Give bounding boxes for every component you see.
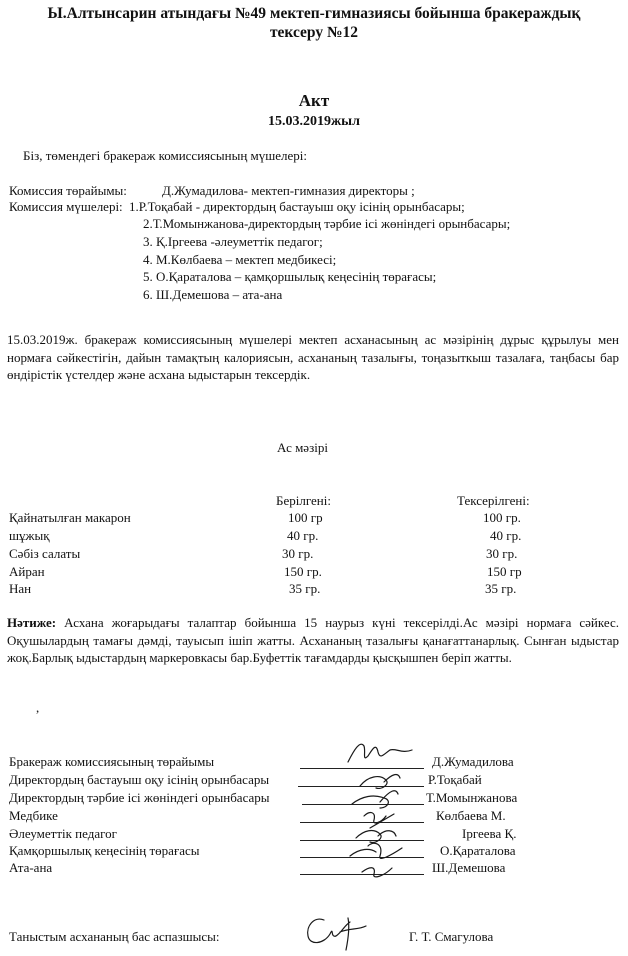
signature-role: Қамқоршылық кеңесінің төрағасы — [9, 843, 200, 858]
signature-role: Директордың тәрбие ісі жөніндегі орынбасары — [9, 790, 270, 805]
signature-name: Көлбаева М. — [436, 808, 506, 823]
menu-item-checked: 100 гр. — [483, 510, 521, 525]
signature-role: Директордың бастауыш оқу ісінің орынбасары — [9, 772, 270, 787]
signature-name: Д.Жумадилова — [432, 754, 514, 769]
chair-label: Комиссия төрайымы: — [9, 183, 127, 198]
conclusion-paragraph — [7, 614, 619, 667]
act-heading: Акт — [298, 91, 330, 110]
member-item: 4. М.Көлбаева – мектеп медбикесі; — [143, 252, 337, 267]
signature-name: Іргеева Қ. — [462, 826, 517, 841]
member-item: 2.Т.Момынжанова-директордың тәрбие ісі жөніндегі орынбасары; — [143, 216, 511, 231]
signature-name: О.Қараталова — [440, 843, 516, 858]
menu-item-given: 150 гр. — [284, 564, 322, 579]
chair-value: Д.Жумадилова- мектеп-гимназия директоры ; — [162, 183, 415, 198]
menu-item-checked: 30 гр. — [486, 546, 518, 561]
menu-col-checked: Тексерілгені: — [457, 493, 530, 508]
menu-item-name: Сәбіз салаты — [9, 546, 81, 561]
signature-role: Бракераж комиссиясының төрайымы — [9, 754, 215, 769]
document-title-line2: тексеру №12 — [269, 24, 359, 41]
signature-role: Ата-ана — [9, 860, 53, 875]
signature-name: Т.Момынжанова — [426, 790, 518, 805]
signature-name: Р.Тоқабай — [428, 772, 482, 787]
handwritten-signatures-icon — [340, 732, 420, 882]
menu-col-given: Берілгені: — [276, 493, 331, 508]
members-label: Комиссия мүшелері: — [9, 199, 123, 214]
menu-item-given: 40 гр. — [287, 528, 319, 543]
menu-item-name: Қайнатылған макарон — [9, 510, 131, 525]
menu-item-checked: 35 гр. — [485, 581, 517, 596]
menu-item-given: 35 гр. — [289, 581, 321, 596]
intro-text: Біз, төмендегі бракераж комиссиясының мүшелері: — [23, 148, 308, 163]
conclusion-label: Нәтиже: — [7, 615, 57, 630]
menu-item-checked: 150 гр — [487, 564, 522, 579]
menu-item-name: Айран — [9, 564, 45, 579]
footer-label: Таныстым асхананың бас аспазшысы: — [9, 929, 220, 944]
act-date: 15.03.2019жыл — [268, 114, 360, 129]
cook-signature-icon — [300, 908, 380, 950]
menu-item-name: шұжық — [9, 528, 50, 543]
member-item: 6. Ш.Демешова – ата-ана — [143, 287, 283, 302]
document-title-line1: Ы.Алтынсарин атындағы №49 мектеп-гимназиясы бойынша бракераждық — [47, 5, 581, 22]
stray-mark: , — [36, 700, 40, 715]
signature-role: Медбике — [9, 808, 58, 823]
signature-name: Ш.Демешова — [432, 860, 506, 875]
footer-name: Г. Т. Смагулова — [409, 929, 494, 944]
member-item: 5. О.Қараталова – қамқоршылық кеңесінің төрағасы; — [143, 269, 437, 284]
menu-heading: Ас мәзірі — [277, 440, 328, 455]
menu-item-name: Нан — [9, 581, 32, 596]
conclusion-text: Асхана жоғарыдағы талаптар бойынша 15 наурыз күні тексерілді.Ас мәзірі нормаға сәйкес. Оқушылардың тамағы дәмді, тауысып ішіп жатты. Асхананың тазалығы қанағаттанарлық. Сынған ыдыстар жоқ.Барлық ыдыстардың маркеровкасы бар.Буфеттік тағамдарды қысқышпен беріп жатты. — [7, 615, 619, 665]
signature-role: Әлеуметтік педагог — [9, 826, 117, 841]
member-item: 1.Р.Тоқабай - директордың бастауыш оқу ісінің орынбасары; — [129, 199, 465, 214]
menu-item-given: 100 гр — [288, 510, 323, 525]
menu-item-checked: 40 гр. — [490, 528, 522, 543]
menu-item-given: 30 гр. — [282, 546, 314, 561]
member-item: 3. Қ.Іргеева -әлеуметтік педагог; — [143, 234, 323, 249]
inspection-paragraph: 15.03.2019ж. бракераж комиссиясының мүшелері мектеп асханасының ас мәзірінің дұрыс құрылуы мен нормаға сәйкестігін, дайын тамақтың калориясын, асхананың тазалығы, тоңазыткыш тазалаға, таңбасы бар өндірістік үстелдер және асхана ыдыстарын тексердік. — [7, 332, 619, 382]
